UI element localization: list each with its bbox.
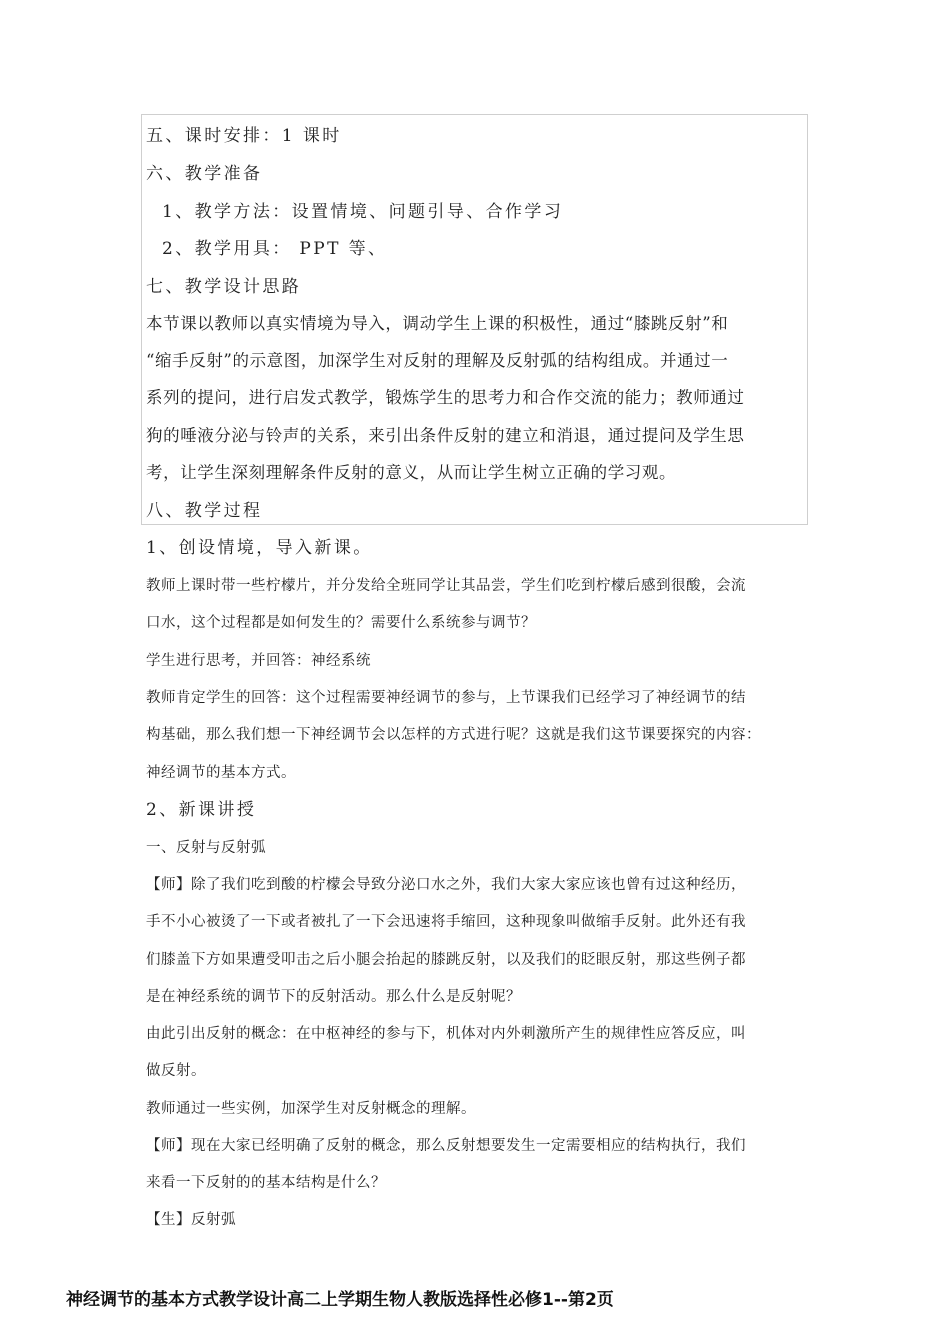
design-text-line: 本节课以教师以真实情境为导入，调动学生上课的积极性，通过“膝跳反射”和 [146, 314, 729, 333]
subsection-heading: 一、反射与反射弧 [146, 840, 266, 856]
paragraph-line: 【生】反射弧 [146, 1212, 236, 1228]
section-heading-schedule: 五、课时安排：1 课时 [146, 126, 342, 146]
paragraph-line: 【师】除了我们吃到酸的柠檬会导致分泌口水之外，我们大家大家应该也曾有过这种经历， [146, 877, 746, 893]
paragraph-line: 手不小心被烫了一下或者被扎了一下会迅速将手缩回，这种现象叫做缩手反射。此外还有我 [146, 914, 746, 930]
paragraph-line: 做反射。 [146, 1063, 206, 1079]
step-heading-intro: 1、创设情境，导入新课。 [146, 538, 373, 558]
design-text-line: 狗的唾液分泌与铃声的关系，来引出条件反射的建立和消退，通过提问及学生思 [146, 426, 745, 445]
step-heading-new-lesson: 2、新课讲授 [146, 800, 257, 820]
design-text-line: “缩手反射”的示意图，加深学生对反射的理解及反射弧的结构组成。并通过一 [146, 351, 729, 370]
paragraph-line: 口水，这个过程都是如何发生的？需要什么系统参与调节？ [146, 615, 536, 631]
paragraph-line: 【师】现在大家已经明确了反射的概念，那么反射想要发生一定需要相应的结构执行，我们 [146, 1138, 746, 1154]
design-text-line: 考，让学生深刻理解条件反射的意义，从而让学生树立正确的学习观。 [146, 463, 677, 482]
section-heading-process: 八、教学过程 [146, 501, 263, 521]
teaching-method: 1、教学方法：设置情境、问题引导、合作学习 [162, 202, 564, 222]
design-text-line: 系列的提问，进行启发式教学，锻炼学生的思考力和合作交流的能力；教师通过 [146, 388, 745, 407]
paragraph-line: 是在神经系统的调节下的反射活动。那么什么是反射呢？ [146, 989, 521, 1005]
teaching-tools: 2、教学用具： PPT 等、 [162, 239, 388, 259]
paragraph-line: 学生进行思考，并回答：神经系统 [146, 653, 371, 669]
page-footer: 神经调节的基本方式教学设计高二上学期生物人教版选择性必修1--第2页 [66, 1290, 614, 1310]
paragraph-line: 神经调节的基本方式。 [146, 765, 296, 781]
paragraph-line: 教师上课时带一些柠檬片，并分发给全班同学让其品尝，学生们吃到柠檬后感到很酸，会流 [146, 578, 746, 594]
paragraph-line: 教师肯定学生的回答：这个过程需要神经调节的参与，上节课我们已经学习了神经调节的结 [146, 690, 746, 706]
paragraph-line: 来看一下反射的的基本结构是什么？ [146, 1175, 386, 1191]
paragraph-line: 构基础，那么我们想一下神经调节会以怎样的方式进行呢？这就是我们这节课要探究的内容： [146, 727, 761, 743]
section-heading-preparation: 六、教学准备 [146, 164, 263, 184]
paragraph-line: 们膝盖下方如果遭受叩击之后小腿会抬起的膝跳反射，以及我们的眨眼反射，那这些例子都 [146, 952, 746, 968]
paragraph-line: 教师通过一些实例，加深学生对反射概念的理解。 [146, 1101, 476, 1117]
section-heading-design: 七、教学设计思路 [146, 277, 302, 297]
paragraph-line: 由此引出反射的概念：在中枢神经的参与下，机体对内外刺激所产生的规律性应答反应，叫 [146, 1026, 746, 1042]
